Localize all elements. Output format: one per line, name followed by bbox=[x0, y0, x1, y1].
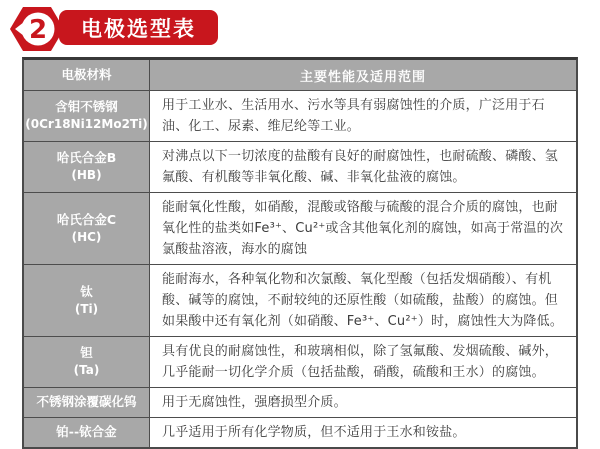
description-cell bbox=[150, 142, 576, 192]
description-text: 具有优良的耐腐蚀性，和玻璃相似，除了氢氟酸、发烟硫酸、碱外，几乎能耐一切化学介质（包括盐酸，硝酸，硫酸和王水）的腐蚀。 bbox=[162, 344, 559, 380]
material-name: 哈氏合金C bbox=[56, 211, 117, 227]
step-number-badge bbox=[9, 4, 65, 54]
material-name: 铂--铱合金 bbox=[56, 424, 117, 440]
material-grade: (Ta) bbox=[73, 363, 100, 378]
table-row bbox=[24, 387, 576, 417]
description-cell bbox=[150, 337, 576, 387]
table-row bbox=[24, 192, 576, 264]
electrode-selection-table bbox=[22, 57, 578, 449]
material-cell bbox=[24, 265, 150, 336]
description-text: 对沸点以下一切浓度的盐酸有良好的耐腐蚀性，也耐硫酸、磷酸、氢氟酸、有机酸等非氧化酸、碱、非氧化盐液的腐蚀。 bbox=[162, 149, 559, 185]
page-header bbox=[0, 0, 600, 57]
description-cell bbox=[150, 193, 576, 264]
material-cell bbox=[24, 337, 150, 387]
material-grade: (HC) bbox=[71, 229, 102, 244]
material-grade: (Ti) bbox=[74, 301, 99, 316]
material-cell bbox=[24, 142, 150, 192]
column-header-material: 电极材料 bbox=[24, 60, 150, 90]
description-text: 能耐氧化性酸，如硝酸，混酸或铬酸与硫酸的混合介质的腐蚀，也耐氧化性的盐类如Fe³⁺、Cu²⁺或含其他氧化剂的腐蚀，如高于常温的次氯酸盐溶液，海水的腐蚀 bbox=[162, 200, 564, 257]
description-text: 能耐海水，各种氧化物和次氯酸、氧化型酸（包括发烟硝酸）、有机酸、碱等的腐蚀，不耐较纯的还原性酸（如硫酸，盐酸）的腐蚀。但如果酸中还有氧化剂（如硝酸、Fe³⁺、Cu²⁺）时，腐蚀性大为降低。 bbox=[162, 272, 564, 329]
material-name: 钛 bbox=[80, 283, 93, 299]
table-row bbox=[24, 141, 576, 192]
description-text: 几乎适用于所有化学物质，但不适用于王水和铵盐。 bbox=[162, 425, 466, 440]
table-header-row bbox=[24, 60, 576, 90]
material-grade: (HB) bbox=[71, 168, 102, 183]
material-name: 哈氏合金B bbox=[56, 150, 117, 166]
description-cell bbox=[150, 265, 576, 336]
description-text: 用于无腐蚀性，强磨损型介质。 bbox=[162, 395, 347, 410]
table-row bbox=[24, 417, 576, 447]
material-cell bbox=[24, 91, 150, 141]
badge-number: 2 bbox=[28, 15, 48, 45]
material-cell bbox=[24, 193, 150, 264]
table-row bbox=[24, 264, 576, 336]
material-name: 不锈钢涂覆碳化钨 bbox=[36, 394, 137, 410]
table-row bbox=[24, 90, 576, 141]
description-cell bbox=[150, 388, 576, 417]
material-name: 钽 bbox=[80, 345, 93, 361]
material-cell bbox=[24, 388, 150, 417]
description-cell bbox=[150, 91, 576, 141]
material-cell bbox=[24, 418, 150, 447]
description-text: 用于工业水、生活用水、污水等具有弱腐蚀性的介质，广泛用于石油、化工、尿素、维尼纶等工业。 bbox=[162, 98, 545, 134]
description-cell bbox=[150, 418, 576, 447]
material-name: 含钼不锈钢 bbox=[55, 99, 118, 115]
column-header-performance: 主要性能及适用范围 bbox=[150, 60, 576, 90]
table-row bbox=[24, 336, 576, 387]
material-grade: (0Cr18Ni12Mo2Ti) bbox=[25, 117, 148, 132]
page-title: 电极选型表 bbox=[59, 10, 218, 45]
